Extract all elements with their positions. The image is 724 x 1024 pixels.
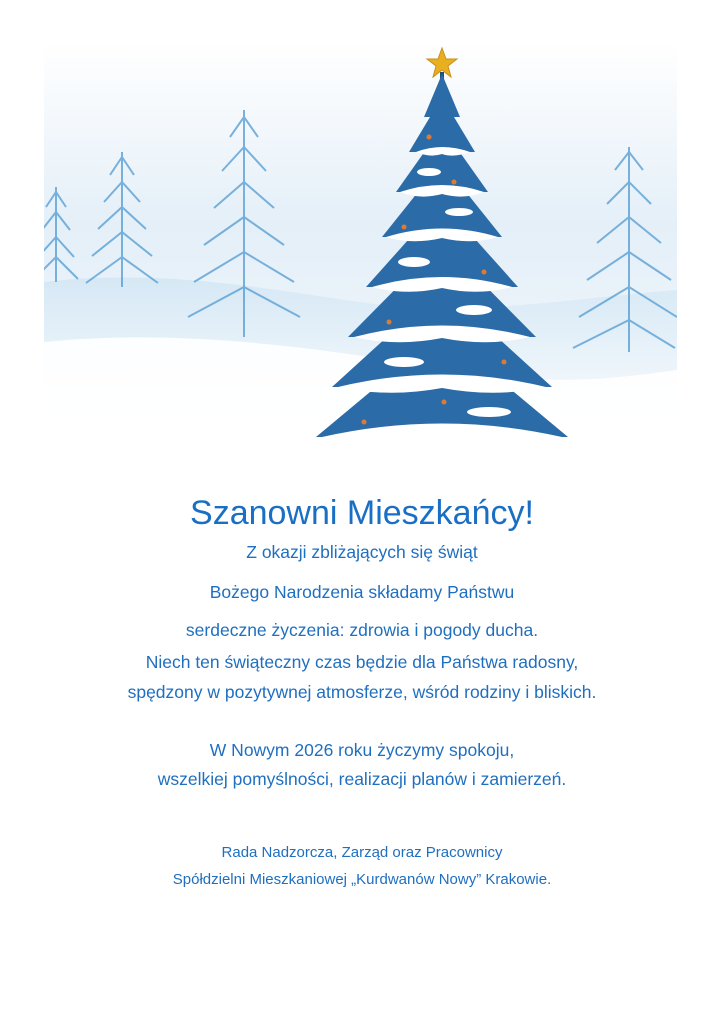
signature-line-1: Rada Nadzorcza, Zarząd oraz Pracownicy	[221, 844, 503, 861]
wish-line-3: serdeczne życzenia: zdrowia i pogody ducha.	[185, 620, 539, 640]
signature-line-2: Spółdzielni Mieszkaniowej „Kurdwanów Nowy” Krakowie.	[172, 871, 552, 888]
christmas-tree-picture	[44, 42, 677, 449]
wish-line-2: Bożego Narodzenia składamy Państwu	[209, 582, 515, 602]
wish-line-5: spędzony w pozytywnej atmosferze, wśród rodziny i bliskich.	[127, 682, 597, 702]
winter-trees-illustration	[44, 42, 677, 449]
wish-line-4: Niech ten świąteczny czas będzie dla Państwa radosny,	[145, 652, 579, 672]
new-year-line-1: W Nowym 2026 roku życzymy spokoju,	[209, 740, 515, 760]
new-year-line-2: wszelkiej pomyślności, realizacji planów i zamierzeń.	[157, 769, 567, 789]
greeting-heading: Szanowni Mieszkańcy!	[190, 494, 534, 532]
wish-line-1: Z okazji zbliżających się świąt	[246, 542, 478, 562]
